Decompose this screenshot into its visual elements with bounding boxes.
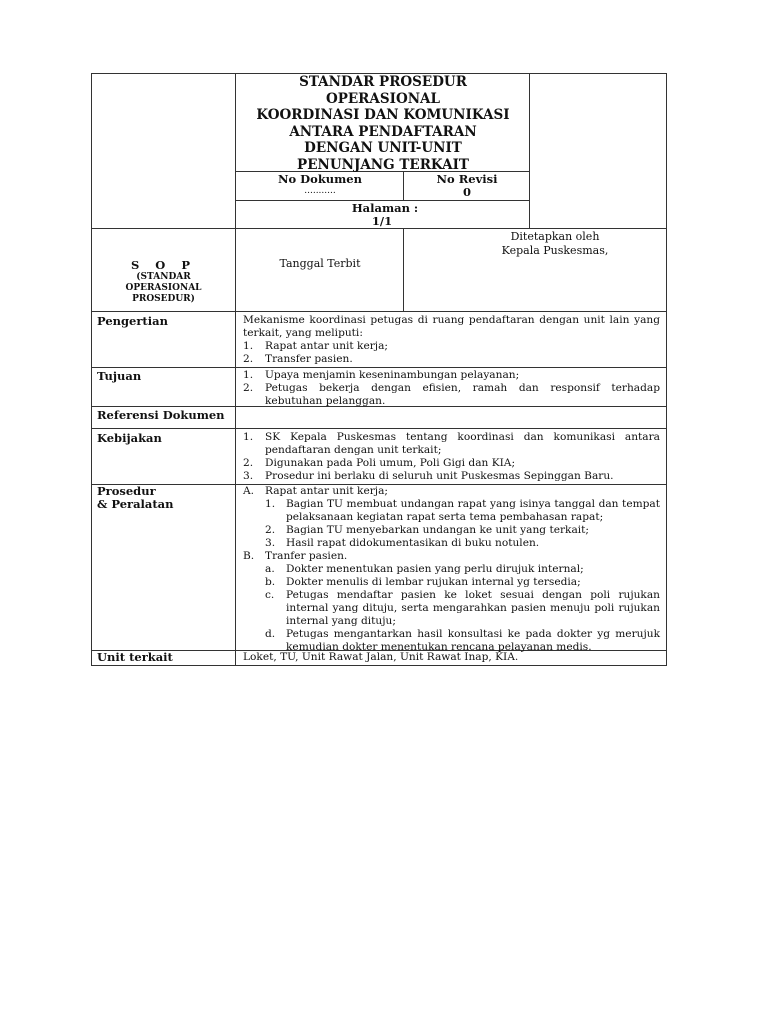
sop-sub-line: OPERASIONAL [125,283,202,293]
kebijakan-content [243,431,660,483]
unit-terkait-label: Unit terkait [97,650,173,664]
list-item: 2. Bagian TU menyebarkan undangan ke unit yang terkait; [265,524,589,536]
prosedur-label [97,485,174,511]
halaman-cell [300,202,470,228]
list-item: b. Dokter menulis di lembar rujukan internal yg tersedia; [265,576,581,588]
kepala-puskesmas: Kepala Puskesmas, [501,244,609,257]
no-dokumen-cell [237,173,403,196]
unit-terkait-text: Loket, TU, Unit Rawat Jalan, Unit Rawat Inap, KIA. [243,651,519,663]
halaman-label: Halaman : [351,201,419,215]
title-line: DENGAN UNIT-UNIT [304,140,462,156]
no-revisi-value: 0 [462,185,471,199]
list-item: 1. SK Kepala Puskesmas tentang koordinasi dan komunikasi antara pendaftaran dengan unit terkait; [243,431,660,456]
list-item: c. Petugas mendaftar pasien ke loket sesuai dengan poli rujukan internal yang dituju, serta mengarahkan pasien menuju poli rujukan internal yang dituju; [265,589,660,627]
tujuan-label: Tujuan [97,369,142,383]
list-item: 2. Petugas bekerja dengan efisien, ramah dan responsif terhadap kebutuhan pelanggan. [243,382,660,407]
sop-sub-line: (STANDAR [136,272,191,282]
title-line: STANDAR PROSEDUR [299,74,467,90]
sop-label-block [92,258,235,305]
kebijakan-label: Kebijakan [97,431,162,445]
list-item: a. Dokter menentukan pasien yang perlu dirujuk internal; [265,563,584,575]
section-a: A. Rapat antar unit kerja; [243,485,388,497]
tujuan-content [243,369,660,408]
section-a-list [243,498,660,550]
halaman-value: 1/1 [371,214,393,228]
no-dokumen-label: No Dokumen [277,172,362,186]
title-line: ANTARA PENDAFTARAN [289,123,477,140]
no-revisi-cell [405,173,529,199]
list-item: 3. Prosedur ini berlaku di seluruh unit Puskesmas Sepinggan Baru. [243,470,614,482]
section-b-list [243,563,660,654]
pengertian-intro: Mekanisme koordinasi petugas di ruang pendaftaran dengan unit lain yang terkait, yang meliputi: [243,314,660,339]
title-line: OPERASIONAL [325,90,441,107]
prosedur-content [243,485,660,654]
sop-sub-line: PROSEDUR) [132,294,195,304]
ditetapkan-block [405,230,665,258]
prosedur-label-line: & Peralatan [97,497,174,511]
list-item: 2. Digunakan pada Poli umum, Poli Gigi dan KIA; [243,457,516,469]
list-item: 3. Hasil rapat didokumentasikan di buku notulen. [265,537,540,549]
section-b: B. Tranfer pasien. [243,550,348,562]
ditetapkan-oleh: Ditetapkan oleh [510,230,600,243]
title-line: KOORDINASI DAN KOMUNIKASI [256,107,510,123]
no-dokumen-value: ........... [304,186,336,196]
list-item: 1. Rapat antar unit kerja; [243,340,388,352]
list-item: 1. Upaya menjamin keseninambungan pelayanan; [243,369,520,381]
list-item: d. Petugas mengantarkan hasil konsultasi ke pada dokter yg merujuk kemudian dokter menentukan rencana pelayanan medis. [265,628,660,653]
list-item: 2. Transfer pasien. [243,353,353,365]
title-line: PENUNJANG TERKAIT [297,156,469,173]
pengertian-content [243,314,660,366]
sop-label: S O P [131,258,196,272]
pengertian-label: Pengertian [97,314,168,328]
no-revisi-label: No Revisi [436,172,498,186]
tanggal-terbit: Tanggal Terbit [279,257,361,270]
prosedur-label-line: Prosedur [97,484,156,498]
document-title [237,74,529,173]
referensi-label: Referensi Dokumen [97,408,225,422]
list-item: 1. Bagian TU membuat undangan rapat yang isinya tanggal dan tempat pelaksanaan kegiatan rapat serta tema pembahasan rapat; [265,498,660,523]
